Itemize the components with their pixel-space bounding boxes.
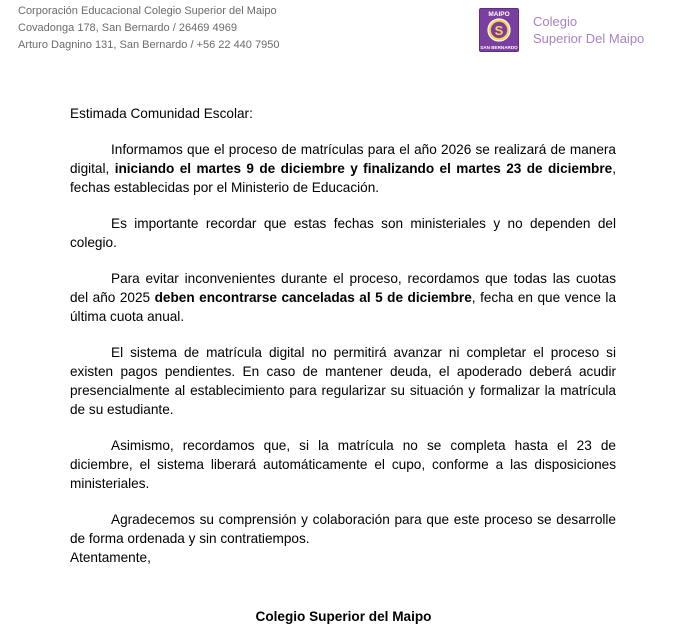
- logo-emblem-letter: S: [494, 23, 504, 38]
- paragraph-thanks: Agradecemos su comprensión y colaboración para que este proceso se desarrolle de forma ordenada y sin contratiempos.: [70, 512, 616, 546]
- address-line-1: Covadonga 178, San Bernardo / 26469 4969: [18, 22, 237, 34]
- school-logo: [479, 8, 519, 52]
- paragraph-payments: Para evitar inconvenientes durante el proceso, recordamos que todas las cuotas del año 2025 deben encontrarse canceladas al 5 de diciembre, fecha en que vence la última cuota anual.: [70, 271, 617, 324]
- payment-deadline-highlight: deben encontrarse canceladas al 5 de diciembre: [154, 290, 472, 305]
- logo-text-line-1: Colegio: [533, 14, 578, 29]
- greeting: Estimada Comunidad Escolar:: [70, 106, 253, 121]
- logo-text-line-2: Superior Del Maipo: [533, 31, 645, 46]
- paragraph-enrollment-dates: Informamos que el proceso de matrículas para el año 2026 se realizará de manera digital, iniciando el martes 9 de diciembre y finalizando el martes 23 de diciembre, fechas establecidas por el Ministerio de Educación.: [70, 142, 616, 195]
- enrollment-dates-highlight: iniciando el martes 9 de diciembre y finalizando el martes 23 de diciembre: [114, 161, 613, 176]
- signature: Colegio Superior del Maipo: [255, 609, 432, 624]
- paragraph-pending-payments: El sistema de matrícula digital no permitirá avanzar ni completar el proceso si existen pagos pendientes. En caso de mantener deuda, el apoderado deberá acudir presencialmente al establecimiento para regularizar su situación y formalizar la matrícula de su estudiante.: [70, 345, 616, 417]
- letter-body: [70, 104, 616, 567]
- logo-bottom-label: SAN BERNARDO: [480, 45, 518, 50]
- logo-wordmark: [533, 13, 644, 47]
- school-address-block: [18, 3, 279, 54]
- paragraph-ministerial-dates: Es importante recordar que estas fechas son ministeriales y no dependen del colegio.: [70, 216, 616, 250]
- address-line-2: Arturo Dagnino 131, San Bernardo / +56 22 440 7950: [18, 39, 280, 51]
- closing: Atentamente,: [70, 550, 151, 565]
- logo-top-label: MAIPO: [488, 11, 510, 18]
- paragraph-seat-release: Asimismo, recordamos que, si la matrícula no se completa hasta el 23 de diciembre, el sistema liberará automáticamente el cupo, conforme a las disposiciones ministeriales.: [70, 438, 616, 491]
- corporation-name: Corporación Educacional Colegio Superior del Maipo: [18, 5, 277, 17]
